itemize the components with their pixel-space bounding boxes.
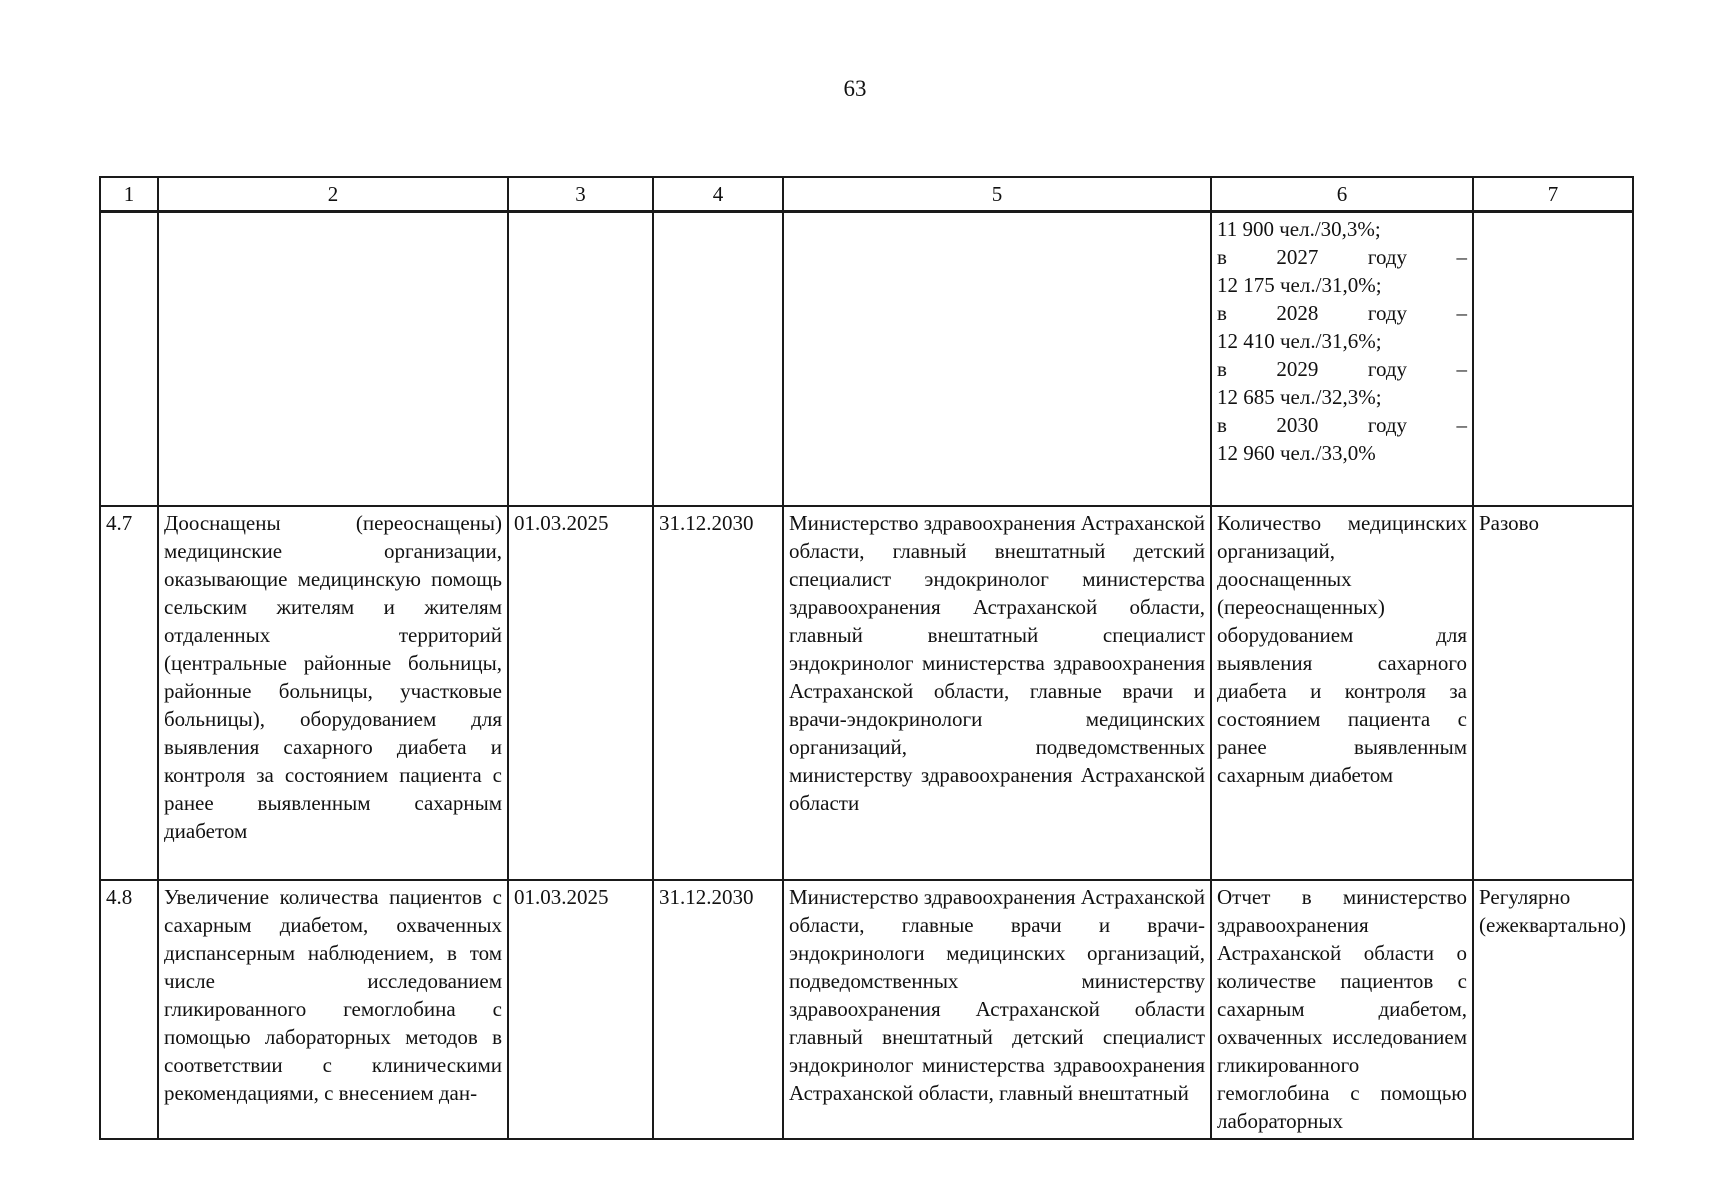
activities-table [99,176,1634,1140]
target-value-line: 12 175 чел./31,0%; [1217,273,1382,297]
event-cell: Дооснащены (переоснащены) медицинские организации, оказывающие медицинскую помощь сельским жителям и жителям отдаленных территорий (центральные районные больницы, районные больницы, участковые больницы), оборудованием для выявления сахарного диабета и контроля за состоянием пациента с ранее выявленным сахарным диабетом [158,506,508,880]
table-cell [783,212,1211,507]
result-cell: Отчет в министерство здравоохранения Астраханской области о количестве пациентов с сахарным диабетом, охваченных исследованием гликированного гемоглобина с помощью лабораторных [1211,880,1473,1139]
table-cell [158,212,508,507]
event-cell: Увеличение количества пациентов с сахарным диабетом, охваченных диспансерным наблюдением, в том числе исследованием гликированного гемоглобина с помощью лабораторных методов в соответствии с клиническими рекомендациями, с внесением дан- [158,880,508,1139]
target-year-line [1217,243,1467,271]
target-year-part: – [1456,301,1467,325]
column-header: 4 [653,177,783,212]
end-date-cell: 31.12.2030 [653,880,783,1139]
table-cell [1473,212,1633,507]
target-value-line: 11 900 чел./30,3%; [1217,217,1381,241]
continuation-row [100,212,1633,507]
column-header: 2 [158,177,508,212]
target-year-part: году [1367,413,1408,437]
target-year-part: 2030 [1276,413,1319,437]
target-year-part: – [1456,245,1467,269]
target-values-cell [1211,212,1473,507]
row-number: 4.7 [100,506,158,880]
target-value-line: 12 685 чел./32,3%; [1217,385,1382,409]
end-date-cell: 31.12.2030 [653,506,783,880]
column-header: 7 [1473,177,1633,212]
column-header: 6 [1211,177,1473,212]
table-cell [508,212,653,507]
responsible-cell: Министерство здравоохранения Астраханской области, главные врачи и врачи-эндокринологи медицинских организаций, подведомственных министерству здравоохранения Астраханской области главный внештатный детский специалист эндокринолог министерства здравоохранения Астраханской области, главный внештатный [783,880,1211,1139]
frequency-cell: Регулярно (ежеквартально) [1473,880,1633,1139]
target-year-part: году [1367,245,1408,269]
target-year-part: 2028 [1276,301,1319,325]
column-header: 3 [508,177,653,212]
result-cell: Количество медицинских организаций, дооснащенных (переоснащенных) оборудованием для выявления сахарного диабета и контроля за состоянием пациента с ранее выявленным сахарным диабетом [1211,506,1473,880]
target-year-part: – [1456,357,1467,381]
target-value-line: 12 410 чел./31,6%; [1217,329,1382,353]
target-year-part: в [1217,245,1227,269]
target-year-part: в [1217,413,1227,437]
target-year-part: – [1456,413,1467,437]
target-year-part: году [1367,357,1408,381]
table-row [100,506,1633,880]
table-cell [653,212,783,507]
table-row [100,880,1633,1139]
target-year-line [1217,411,1467,439]
target-year-part: в [1217,357,1227,381]
target-value-line: 12 960 чел./33,0% [1217,441,1376,465]
start-date-cell: 01.03.2025 [508,880,653,1139]
target-year-part: году [1367,301,1408,325]
header-row [100,177,1633,212]
responsible-cell: Министерство здравоохранения Астраханской области, главный внештатный детский специалист эндокринолог министерства здравоохранения Астраханской области, главный внештатный специалист эндокринолог министерства здравоохранения Астраханской области, главные врачи и врачи-эндокринологи медицинских организаций, подведомственных министерству здравоохранения Астраханской области [783,506,1211,880]
target-year-part: 2027 [1276,245,1319,269]
target-year-part: в [1217,301,1227,325]
target-year-line [1217,355,1467,383]
row-number: 4.8 [100,880,158,1139]
column-header: 1 [100,177,158,212]
page-number: 63 [843,76,867,101]
target-year-part: 2029 [1276,357,1319,381]
table-cell [100,212,158,507]
frequency-cell: Разово [1473,506,1633,880]
column-header: 5 [783,177,1211,212]
start-date-cell: 01.03.2025 [508,506,653,880]
target-year-line [1217,299,1467,327]
